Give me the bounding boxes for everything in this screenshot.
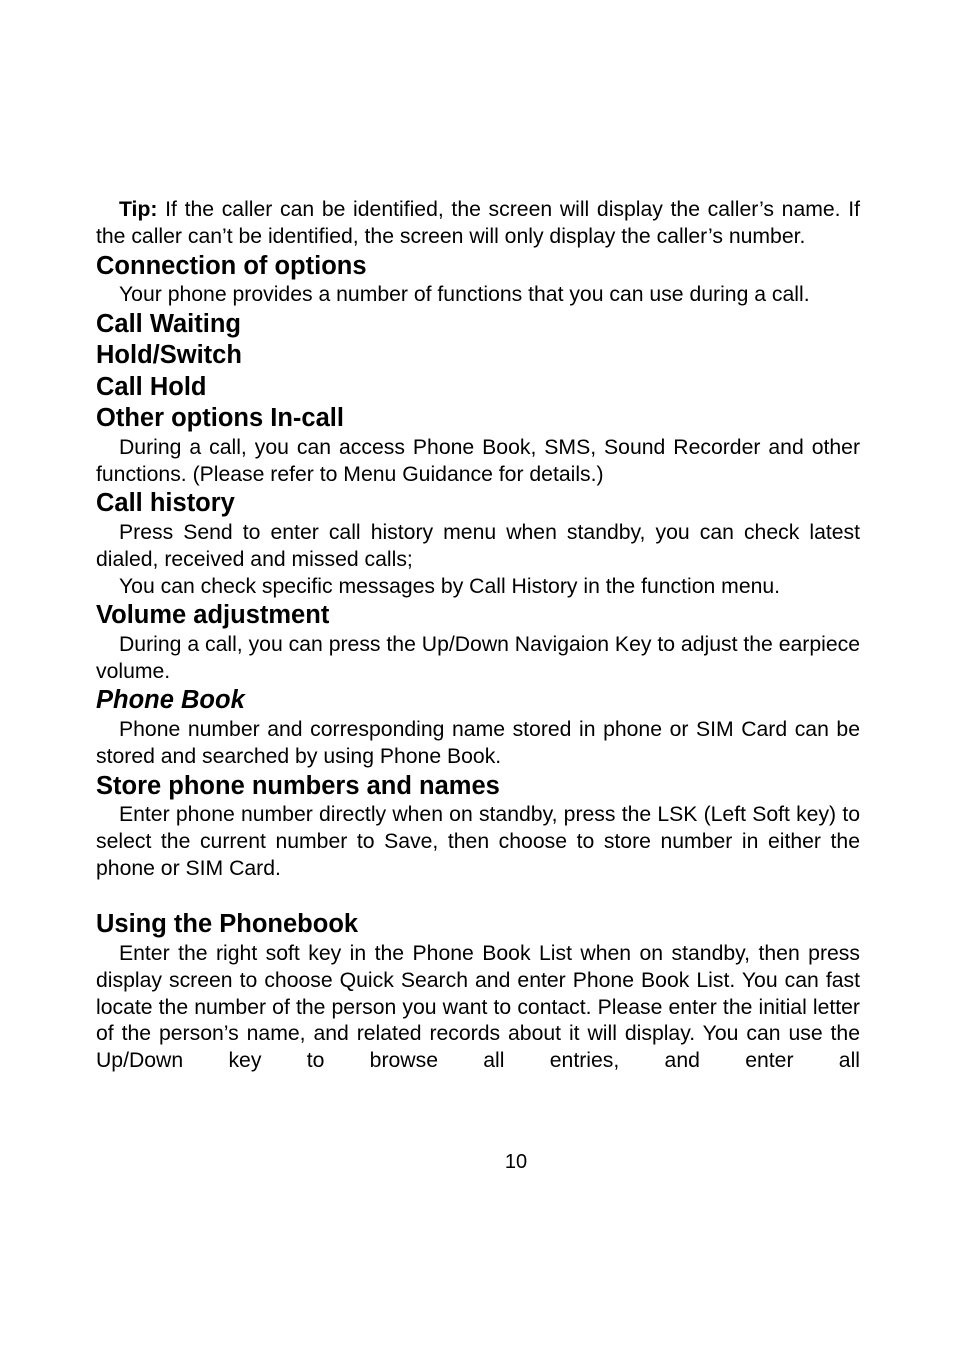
- section-spacer: [96, 882, 860, 909]
- volume-adjustment-text: During a call, you can press the Up/Down Navigaion Key to adjust the earpiece volume.: [96, 632, 860, 683]
- page-number: 10: [504, 1151, 528, 1173]
- heading-other-options-in-call: Other options In-call: [96, 404, 344, 433]
- tip-paragraph: [96, 197, 860, 251]
- using-phonebook-text: Enter the right soft key in the Phone Book List when on standby, then press display screen to choose Quick Search and enter Phone Book List. You can fast locate the number of the person you want to contact. Please enter the initial letter of the person’s name, and related records about it will display. You can use the Up/Down key to browse all entries, and enter all: [96, 941, 860, 1073]
- heading-using-the-phonebook: Using the Phonebook: [96, 910, 359, 939]
- page-content: [96, 197, 860, 1075]
- heading-store-phone-numbers: Store phone numbers and names: [96, 771, 500, 800]
- heading-phone-book: Phone Book: [96, 686, 245, 715]
- store-numbers-text: Enter phone number directly when on standby, press the LSK (Left Soft key) to select the current number to Save, then choose to store number in either the phone or SIM Card.: [96, 803, 860, 880]
- heading-call-history: Call history: [96, 489, 235, 518]
- connection-options-text: Your phone provides a number of functions that you can use during a call.: [119, 283, 810, 307]
- heading-call-waiting: Call Waiting: [96, 309, 241, 338]
- call-history-text-1: Press Send to enter call history menu when standby, you can check latest dialed, received and missed calls;: [96, 520, 860, 571]
- tip-label: Tip:: [119, 198, 158, 221]
- call-history-text-2: You can check specific messages by Call History in the function menu.: [119, 574, 781, 598]
- heading-connection-of-options: Connection of options: [96, 251, 367, 280]
- other-options-text: During a call, you can access Phone Book, SMS, Sound Recorder and other functions. (Please refer to Menu Guidance for details.): [96, 435, 860, 486]
- heading-hold-switch: Hold/Switch: [96, 341, 242, 370]
- heading-volume-adjustment: Volume adjustment: [96, 601, 330, 630]
- tip-text: If the caller can be identified, the screen will display the caller’s name. If the caller can’t be identified, the screen will only display the caller’s number.: [96, 198, 860, 248]
- heading-call-hold: Call Hold: [96, 372, 207, 401]
- phone-book-text: Phone number and corresponding name stored in phone or SIM Card can be stored and searched by using Phone Book.: [96, 717, 860, 768]
